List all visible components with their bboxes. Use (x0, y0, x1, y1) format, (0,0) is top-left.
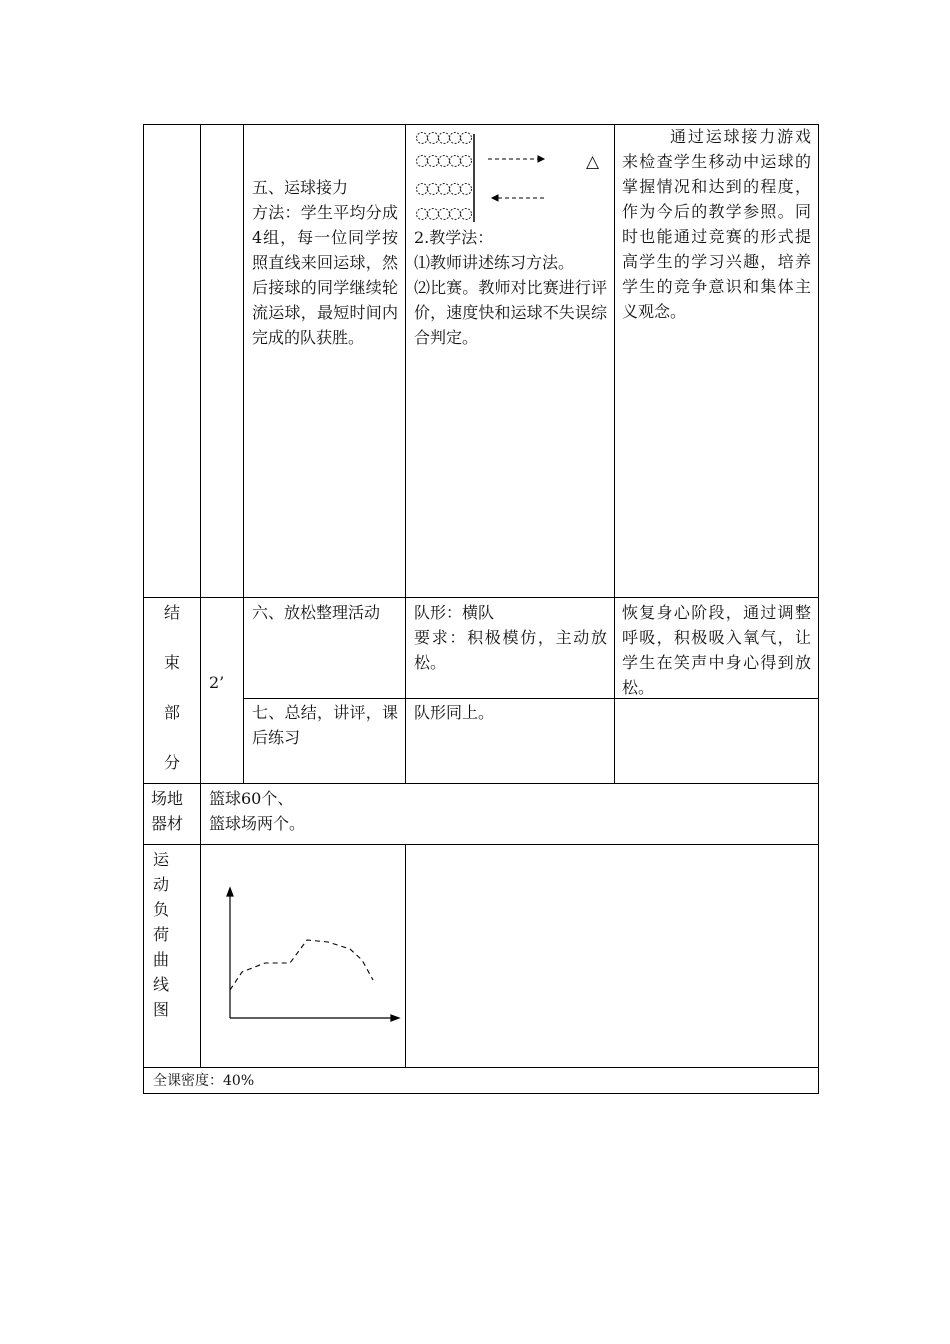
ending-section-label (150, 600, 194, 780)
table-border-right (818, 124, 819, 1094)
teaching-method-title: 2.教学法： (414, 228, 494, 247)
arrow-left (492, 195, 546, 201)
rule-curve-top (143, 844, 819, 845)
ending-char-2: 束 (163, 653, 180, 672)
relay-title: 五、运球接力 (252, 178, 349, 197)
relax-purpose: 恢复身心阶段，通过调整呼吸，积极吸入氧气，让学生在笑声中身心得到放松。 (622, 603, 811, 697)
load-curve-chart (210, 880, 410, 1040)
relax-activity: 六、放松整理活动 (252, 603, 381, 622)
equipment-label-line-2: 器材 (151, 814, 184, 833)
ending-char-4: 分 (163, 753, 180, 772)
teaching-method-item-2: ⑵比赛。教师对比赛进行评价，速度快和运球不失误综合判定。 (414, 278, 607, 347)
student-row-4 (417, 209, 472, 220)
relax-requirement: 要求：积极模仿，主动放松。 (414, 628, 607, 672)
lesson-density: 全课密度：40% (153, 1073, 255, 1089)
equipment-courts: 篮球场两个。 (209, 814, 306, 833)
relax-formation: 队形：横队 (414, 603, 495, 622)
col-rule-4 (614, 124, 615, 783)
summary-formation: 队形同上。 (414, 703, 495, 722)
triangle-marker: △ (586, 152, 600, 172)
student-row-2 (417, 156, 472, 167)
summary-activity: 七、总结，讲评，课后练习 (252, 703, 398, 747)
x-axis (230, 1015, 399, 1021)
ending-time: 2’ (209, 673, 225, 692)
equipment-list (209, 786, 709, 836)
load-curve-char-7: 图 (153, 1000, 170, 1019)
relay-method: 方法：学生平均分成4组，每一位同学按照直线来回运球，然后接球的同学继续轮流运球，最短时间内完成的队获胜。 (252, 203, 398, 347)
student-row-3 (417, 184, 472, 195)
relay-purpose: 通过运球接力游戏来检查学生移动中运球的掌握情况和达到的程度，作为今后的教学参照。同时也能通过竞赛的形式提高学生的学习兴趣，培养学生的竞争意识和集体主义观念。 (622, 127, 811, 321)
load-curve-char-3: 负 (153, 900, 170, 919)
load-curve-char-1: 运 (153, 850, 170, 869)
col-rule-3 (405, 124, 406, 783)
load-curve-char-4: 荷 (153, 925, 170, 944)
ending-char-3: 部 (163, 703, 180, 722)
relay-activity-cell (252, 175, 398, 350)
col-rule-2 (243, 124, 244, 783)
teaching-method-item-1: ⑴教师讲述练习方法。 (414, 253, 575, 272)
load-curve-char-6: 线 (153, 975, 170, 994)
col-rule-curve-1 (200, 844, 201, 1067)
relax-organization (414, 600, 607, 675)
load-curve-char-2: 动 (153, 875, 170, 894)
heart-rate-curve (230, 940, 373, 990)
load-curve-char-5: 曲 (153, 950, 170, 969)
arrow-right (488, 156, 544, 162)
table-border-left (143, 124, 144, 1094)
rule-equipment-top (143, 783, 819, 784)
relay-formation-diagram (410, 128, 610, 228)
equipment-label-line-1: 场地 (151, 789, 184, 808)
relay-teaching-method (414, 225, 607, 350)
ending-char-1: 结 (163, 603, 180, 622)
load-curve-label (153, 847, 193, 1022)
student-row-1 (417, 133, 472, 144)
equipment-label (151, 786, 199, 836)
equipment-basketballs: 篮球60个、 (209, 789, 294, 808)
rule-end-section-top (143, 597, 819, 598)
rule-density-top (143, 1067, 819, 1068)
y-axis (227, 888, 233, 1018)
col-rule-1 (200, 124, 201, 844)
